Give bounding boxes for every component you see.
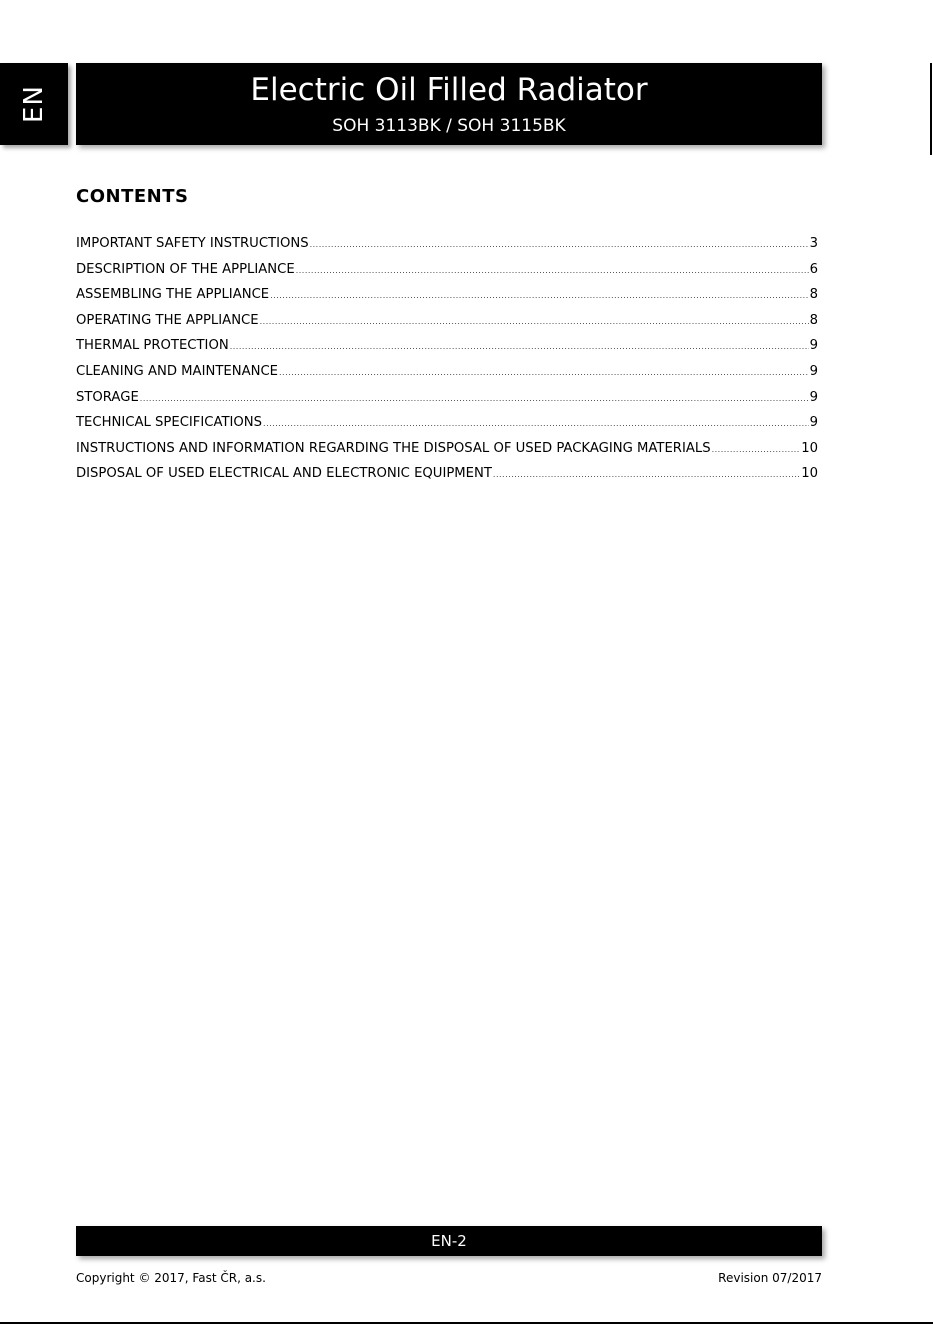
toc-entry-title: DESCRIPTION OF THE APPLIANCE [76,261,295,277]
toc-leader-dots [140,386,809,412]
toc-entry[interactable] [76,308,818,334]
toc-entry-title: ASSEMBLING THE APPLIANCE [76,287,270,303]
language-tab [0,63,68,145]
toc-leader-dots [260,309,809,335]
toc-entry-title: THERMAL PROTECTION [76,338,229,354]
toc-entry-title: CLEANING AND MAINTENANCE [76,363,279,379]
toc-leader-dots [712,437,801,463]
revision-label: Revision 07/2017 [718,1271,822,1285]
toc-leader-dots [296,258,809,284]
toc-leader-dots [310,232,809,258]
toc-entry[interactable] [76,385,818,411]
toc-entry[interactable] [76,359,818,385]
toc-entry[interactable] [76,333,818,359]
toc-leader-dots [270,283,808,309]
model-numbers: SOH 3113BK / SOH 3115BK [332,116,566,136]
toc-leader-dots [230,334,809,360]
toc-entry-page: 9 [809,363,818,379]
toc-entry-page: 8 [809,312,818,328]
toc-entry-page: 10 [801,466,818,482]
toc-entry-page: 9 [809,338,818,354]
language-tab-label: EN [19,85,49,123]
document-header [76,63,822,145]
toc-entry-title: STORAGE [76,389,139,405]
toc-entry-page: 9 [809,415,818,431]
edge-rule-top [930,63,932,155]
toc-entry-page: 3 [809,236,818,251]
toc-entry-title: OPERATING THE APPLIANCE [76,312,259,328]
toc-entry-page: 10 [801,440,818,456]
page-number-bar [76,1226,822,1256]
toc-entry[interactable] [76,231,818,257]
toc-entry-page: 6 [809,261,818,277]
toc-entry[interactable] [76,410,818,436]
page-number: EN-2 [431,1232,467,1250]
toc-entry-title: INSTRUCTIONS AND INFORMATION REGARDING THE DISPOSAL OF USED PACKAGING MATERIALS [76,440,711,456]
table-of-contents [76,231,818,487]
toc-leader-dots [493,462,800,488]
toc-entry[interactable] [76,436,818,462]
toc-leader-dots [279,360,809,386]
toc-entry-page: 9 [809,389,818,405]
copyright-notice: Copyright © 2017, Fast ČR, a.s. [76,1271,266,1285]
toc-entry-title: IMPORTANT SAFETY INSTRUCTIONS [76,236,309,251]
contents-heading: CONTENTS [76,186,189,207]
toc-entry[interactable] [76,461,818,487]
toc-entry[interactable] [76,282,818,308]
toc-entry-title: DISPOSAL OF USED ELECTRICAL AND ELECTRONIC EQUIPMENT [76,466,492,482]
toc-entry[interactable] [76,257,818,283]
toc-entry-title: TECHNICAL SPECIFICATIONS [76,415,263,431]
document-title: Electric Oil Filled Radiator [250,72,648,108]
toc-leader-dots [263,411,809,437]
toc-entry-page: 8 [809,287,818,303]
